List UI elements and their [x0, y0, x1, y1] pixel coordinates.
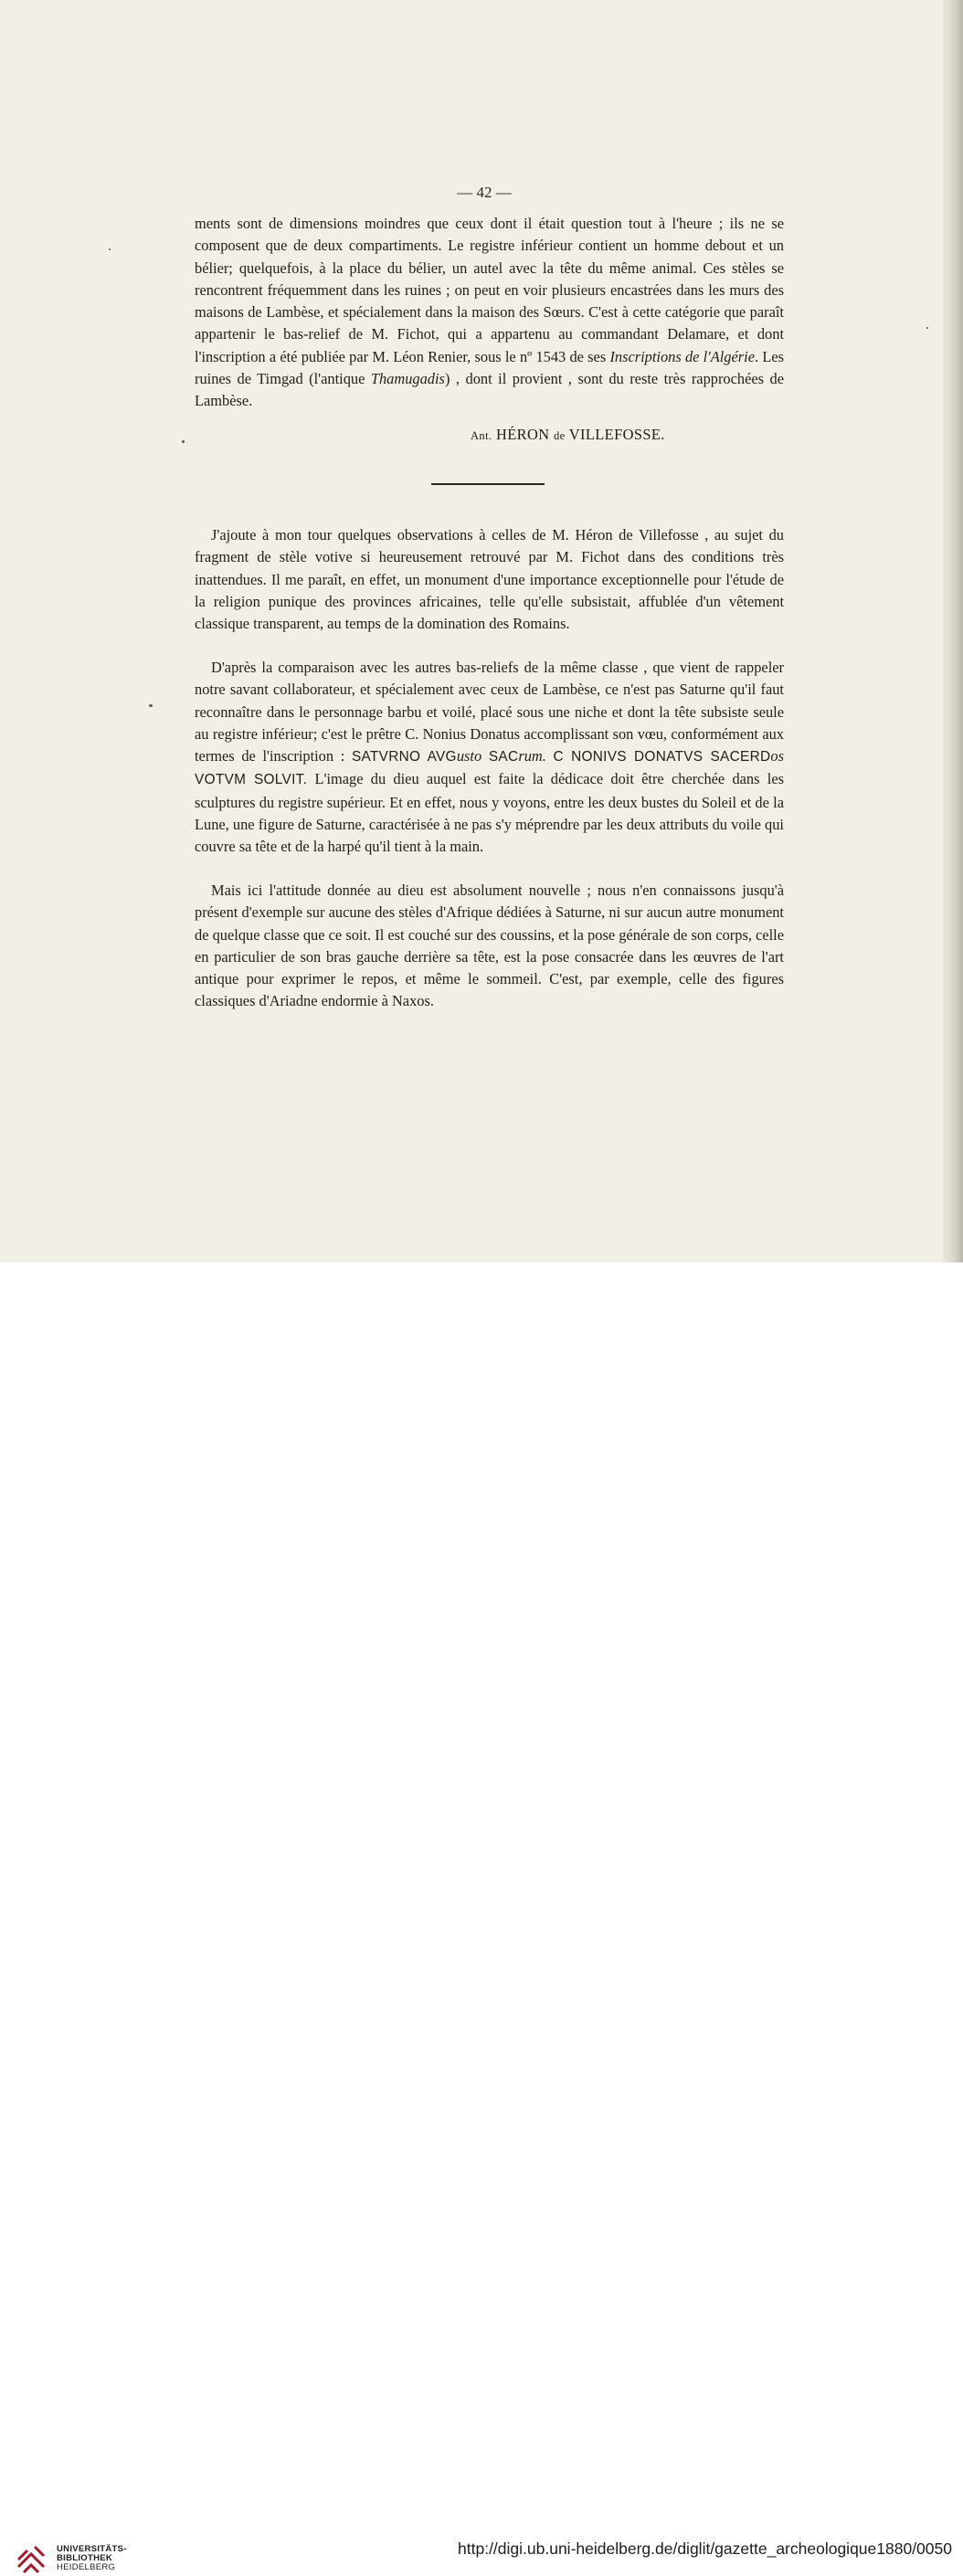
signature-name: HÉRON — [495, 426, 550, 443]
signature-prefix: Ant. — [471, 429, 492, 442]
inscription-part-3: C NONIVS DONATVS SACERD — [553, 749, 771, 765]
signature-surname: VILLEFOSSE. — [568, 426, 665, 443]
paragraph-1-italic-name: Thamugadis — [370, 370, 445, 388]
paragraph-1-mid-text: . Les ruines de Timgad (l'antique — [195, 347, 784, 388]
scanned-page — [0, 0, 963, 1262]
section-separator — [431, 483, 545, 485]
library-name — [57, 2545, 127, 2572]
library-logo-icon — [15, 2539, 49, 2576]
scan-speck — [109, 248, 111, 250]
scan-speck — [926, 327, 928, 329]
source-url[interactable]: http://digi.ub.uni-heidelberg.de/diglit/gazette_archeologique1880/0050 — [458, 2539, 952, 2558]
inscription-part-1: SATVRNO AVG — [351, 749, 457, 765]
paragraph-3 — [195, 657, 784, 859]
paragraph-4: Mais ici l'attitude donnée au dieu est absolument nouvelle ; nous n'en connaissons jusqu'à présent d'exemple sur aucune des stèles d'Afrique dédiées à Saturne, ni sur aucun autre monument de quelque classe que ce soit. Il est couché sur des coussins, et la pose générale de son corps, celle en particulier de son bras gauche derrière sa tête, est la pose consacrée dans les œuvres de l'art antique pour exprimer le repos, et même le sommeil. C'est, par exemple, celle des figures classiques d'Ariadne endormie à Naxos. — [195, 882, 784, 1010]
paragraph-1-text: ments sont de dimensions moindres que ceux dont il était question tout à l'heure ; ils ne se composent que de deux compartiments. Le registre inférieur contient un homme debout et un bélier; quelquefois, à la place du bélier, un autel avec la tête du même animal. Ces stèles se rencontrent fréquemment dans les ruines ; on peut en voir plusieurs encastrées dans les murs des maisons de Lambèse, et spécialement dans la maison des Sœurs. C'est à cette catégorie que paraît appartenir le bas-relief de M. Fichot, qui a appartenu au commandant Delamare, et dont l'inscription a été publiée par M. Léon Renier, sous le nº 1543 de ses — [195, 215, 784, 365]
page-edge-shadow — [943, 0, 963, 1262]
signature-particle: de — [553, 429, 566, 442]
page-number: — 42 — — [457, 184, 512, 201]
inscription-part-2-expansion: rum. — [518, 747, 546, 765]
library-name-line-2: BIBLIOTHEK — [57, 2553, 113, 2563]
footer-bar — [0, 1262, 963, 2572]
library-name-line-1: UNIVERSITÄTS- — [57, 2544, 127, 2554]
paragraph-1-end-text: ) , dont il provient , sont du reste très rapprochées de Lambèse. — [195, 370, 784, 410]
paragraph-3-text: D'après la comparaison avec les autres bas-reliefs de la même classe , que vient de rappeler notre savant collaborateur, et spécialement avec ceux de Lambèse, ce n'est pas Saturne qu'il faut reconnaître dans le personnage barbu et voilé, placé sous une niche et dont la tête subsiste seule au registre inférieur; c'est le prêtre C. Nonius Donatus accomplissant son vœu, conformément aux termes de l'inscription : — [195, 659, 784, 765]
inscription-part-4: VOTVM SOLVIT. — [195, 772, 308, 788]
paragraph-3-end-text: L'image du dieu auquel est faite la dédicace doit être cherchée dans les sculptures du registre supérieur. Et en effet, nous y voyons, entre les deux bustes du Soleil et de la Lune, une figure de Saturne, caractérisée à ne pas s'y méprendre par les deux attributs du voile qui couvre sa tête et de la harpé qu'il tient à la main. — [195, 770, 784, 856]
inscription-part-3-expansion: os — [770, 747, 784, 765]
paragraph-1 — [195, 213, 784, 413]
inscription-part-2: SAC — [488, 749, 519, 765]
author-signature — [471, 426, 745, 444]
scan-speck — [182, 440, 185, 443]
scan-speck — [149, 704, 153, 707]
inscription-part-1-expansion: usto — [456, 747, 482, 765]
library-name-line-3: HEIDELBERG — [57, 2562, 116, 2572]
paragraph-1-italic-title: Inscriptions de l'Algérie — [609, 347, 755, 365]
paragraph-2: J'ajoute à mon tour quelques observations à celles de M. Héron de Villefosse , au sujet du fragment de stèle votive si heureusement retrouvé par M. Fichot dans des conditions très inattendues. Il me paraît, en effet, un monument d'une importance exceptionnelle pour l'étude de la religion punique des provinces africaines, telle qu'elle subsistait, affublée d'un vêtement classique transparent, au temps de la domination des Romains. — [195, 526, 784, 633]
